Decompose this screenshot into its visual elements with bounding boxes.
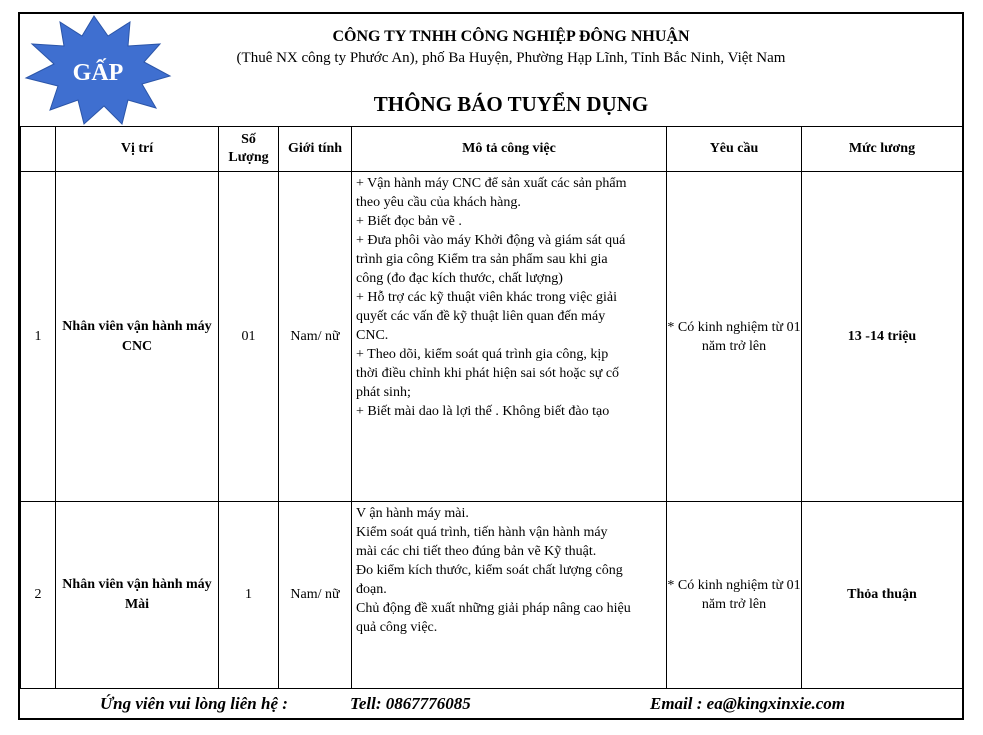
header-num (21, 127, 56, 172)
description-line: + Hỗ trợ các kỹ thuật viên khác trong việc giải (356, 290, 617, 305)
row-quantity: 1 (219, 502, 279, 689)
header-quantity: Số Lượng (219, 127, 279, 172)
description-line: theo yêu cầu của khách hàng. (356, 195, 521, 210)
row-position: Nhân viên vận hành máy CNC (56, 172, 219, 502)
row-number: 2 (21, 502, 56, 689)
description-line: Đo kiểm kích thước, kiểm soát chất lượng công (356, 563, 623, 578)
row-gender: Nam/ nữ (279, 172, 352, 502)
company-address: (Thuê NX công ty Phước An), phố Ba Huyện, Phường Hạp Lĩnh, Tỉnh Bắc Ninh, Việt Nam (236, 50, 786, 66)
contact-label: Ứng viên vui lòng liên hệ : (100, 694, 288, 713)
row-salary: 13 -14 triệu (802, 172, 963, 502)
table-row (21, 502, 963, 689)
description-line: + Biết đọc bản vẽ . (356, 214, 462, 229)
header-gender: Giới tính (279, 127, 352, 172)
description-line: + Vận hành máy CNC để sản xuất các sản phẩm (356, 176, 627, 191)
description-line: Kiểm soát quá trình, tiến hành vận hành máy (356, 525, 608, 540)
description-line: đoạn. (356, 582, 387, 597)
row-gender: Nam/ nữ (279, 502, 352, 689)
header-salary: Mức lương (802, 127, 963, 172)
table-row (21, 172, 963, 502)
row-number: 1 (21, 172, 56, 502)
row-description (352, 502, 667, 689)
description-line: + Theo dõi, kiểm soát quá trình gia công, kịp (356, 347, 609, 362)
description-line: mài các chi tiết theo đúng bản vẽ Kỹ thuật. (356, 544, 597, 559)
contact-email: Email : ea@kingxinxie.com (650, 694, 846, 713)
row-requirements: * Có kinh nghiệm từ 01 năm trở lên (667, 172, 802, 502)
header-requirements: Yêu cầu (667, 127, 802, 172)
description-line: + Biết mài dao là lợi thế . Không biết đào tạo (356, 404, 610, 419)
description-line: + Đưa phôi vào máy Khởi động và giám sát quá (356, 233, 626, 248)
description-line: thời điều chỉnh khi phát hiện sai sót hoặc sự cố (356, 366, 620, 381)
job-table (20, 126, 963, 689)
row-position: Nhân viên vận hành máy Mài (56, 502, 219, 689)
row-quantity: 01 (219, 172, 279, 502)
page-title: THÔNG BÁO TUYỂN DỤNG (373, 92, 649, 116)
urgent-badge-text: GẤP (72, 60, 124, 86)
description-line: công (đo đạc kích thước, chất lượng) (356, 271, 563, 286)
row-requirements: * Có kinh nghiệm từ 01 năm trở lên (667, 502, 802, 689)
description-line: Chủ động đề xuất những giải pháp nâng cao hiệu (356, 601, 631, 616)
recruitment-notice-sheet (18, 12, 964, 720)
description-line: phát sinh; (356, 385, 411, 400)
header-description: Mô tả công việc (352, 127, 667, 172)
description-line: V ận hành máy mài. (356, 506, 469, 521)
header (20, 14, 962, 126)
description-line: trình gia công Kiểm tra sản phẩm sau khi gia (356, 252, 608, 267)
header-position: Vị trí (56, 127, 219, 172)
description-line: CNC. (356, 328, 389, 343)
description-line: quả công việc. (356, 620, 438, 635)
row-salary: Thỏa thuận (802, 502, 963, 689)
contact-phone: Tell: 0867776085 (350, 694, 471, 713)
table-header-row (21, 127, 963, 172)
row-description (352, 172, 667, 502)
description-line: quyết các vấn đề kỹ thuật liên quan đến máy (356, 309, 606, 324)
company-name: CÔNG TY TNHH CÔNG NGHIỆP ĐÔNG NHUẬN (332, 28, 690, 45)
contact-footer (20, 694, 962, 718)
